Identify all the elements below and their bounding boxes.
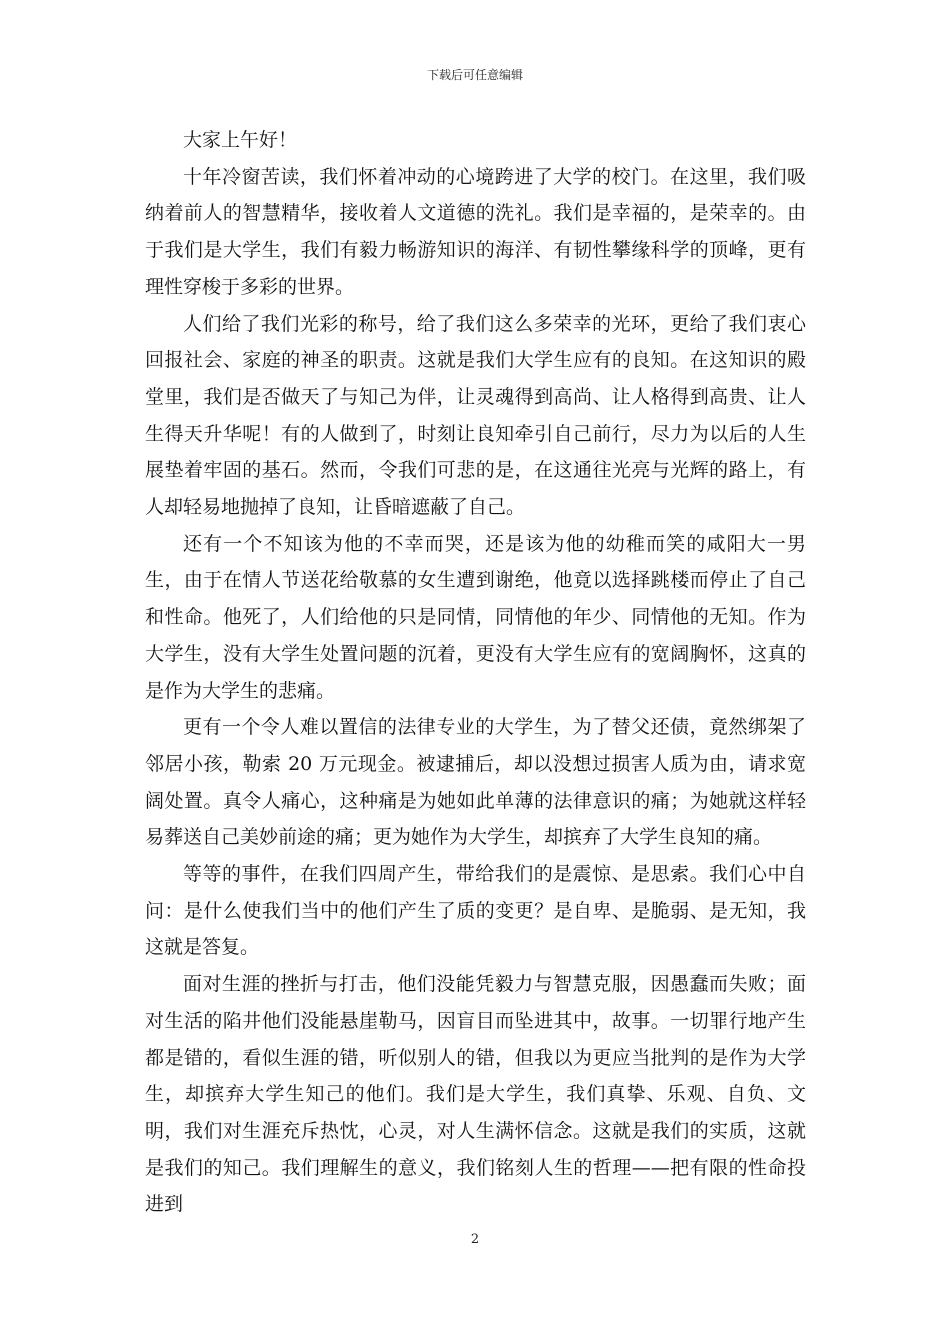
body-paragraph: 等等的事件，在我们四周产生，带给我们的是震惊、是思索。我们心中自问：是什么使我们当中的他们产生了质的变更？是自卑、是脆弱、是无知，我这就是答复。 bbox=[145, 863, 806, 959]
greeting-paragraph: 大家上午好！ bbox=[183, 129, 298, 151]
body-paragraph: 更有一个令人难以置信的法律专业的大学生，为了替父还债，竟然绑架了邻居小孩，勒索 20 万元现金。被逮捕后，却以没想过损害人质为由，请求宽阔处置。真令人痛心，这种痛是为她如此单薄的法律意识的痛；为她就这样轻易葬送自己美妙前途的痛；更为她作为大学生，却摈弃了大学生良知的痛。 bbox=[145, 716, 806, 849]
body-paragraph: 还有一个不知该为他的不幸而哭，还是该为他的幼稚而笑的咸阳大一男生，由于在情人节送花给敬慕的女生遭到谢绝，他竟以选择跳楼而停止了自己和性命。他死了，人们给他的只是同情，同情他的年少、同情他的无知。作为大学生，没有大学生处置问题的沉着，更没有大学生应有的宽阔胸怀，这真的是作为大学生的悲痛。 bbox=[145, 532, 806, 702]
page-number: 2 bbox=[470, 1232, 480, 1247]
body-paragraph: 面对生涯的挫折与打击，他们没能凭毅力与智慧克服，因愚蠢而失败；面对生活的陷井他们没能悬崖勒马，因盲目而坠进其中，故事。一切罪行地产生都是错的，看似生涯的错，听似别人的错，但我以为更应当批判的是作为大学生，却摈弃大学生知己的他们。我们是大学生，我们真挚、乐观、自负、文明，我们对生涯充斥热忱，心灵，对人生满怀信念。这就是我们的实质，这就是我们的知己。我们理解生的意义，我们铭刻人生的哲理——把有限的性命投进到 bbox=[145, 973, 806, 1216]
document-body bbox=[145, 122, 806, 1223]
page-header: 下载后可任意编辑 bbox=[426, 68, 523, 82]
body-paragraph: 十年冷窗苦读，我们怀着冲动的心境跨进了大学的校门。在这里，我们吸纳着前人的智慧精华，接收着人文道德的洗礼。我们是幸福的，是荣幸的。由于我们是大学生，我们有毅力畅游知识的海洋、有韧性攀缘科学的顶峰，更有理性穿梭于多彩的世界。 bbox=[145, 165, 806, 298]
body-paragraph: 人们给了我们光彩的称号，给了我们这么多荣幸的光环，更给了我们衷心回报社会、家庭的神圣的职责。这就是我们大学生应有的良知。在这知识的殿堂里，我们是否做天了与知己为伴，让灵魂得到高尚、让人格得到高贵、让人生得天升华呢！有的人做到了，时刻让良知牵引自己前行，尽力为以后的人生展垫着牢固的基石。然而，令我们可悲的是，在这通往光亮与光辉的路上，有人却轻易地抛掉了良知，让昏暗遮蔽了自己。 bbox=[145, 312, 806, 519]
